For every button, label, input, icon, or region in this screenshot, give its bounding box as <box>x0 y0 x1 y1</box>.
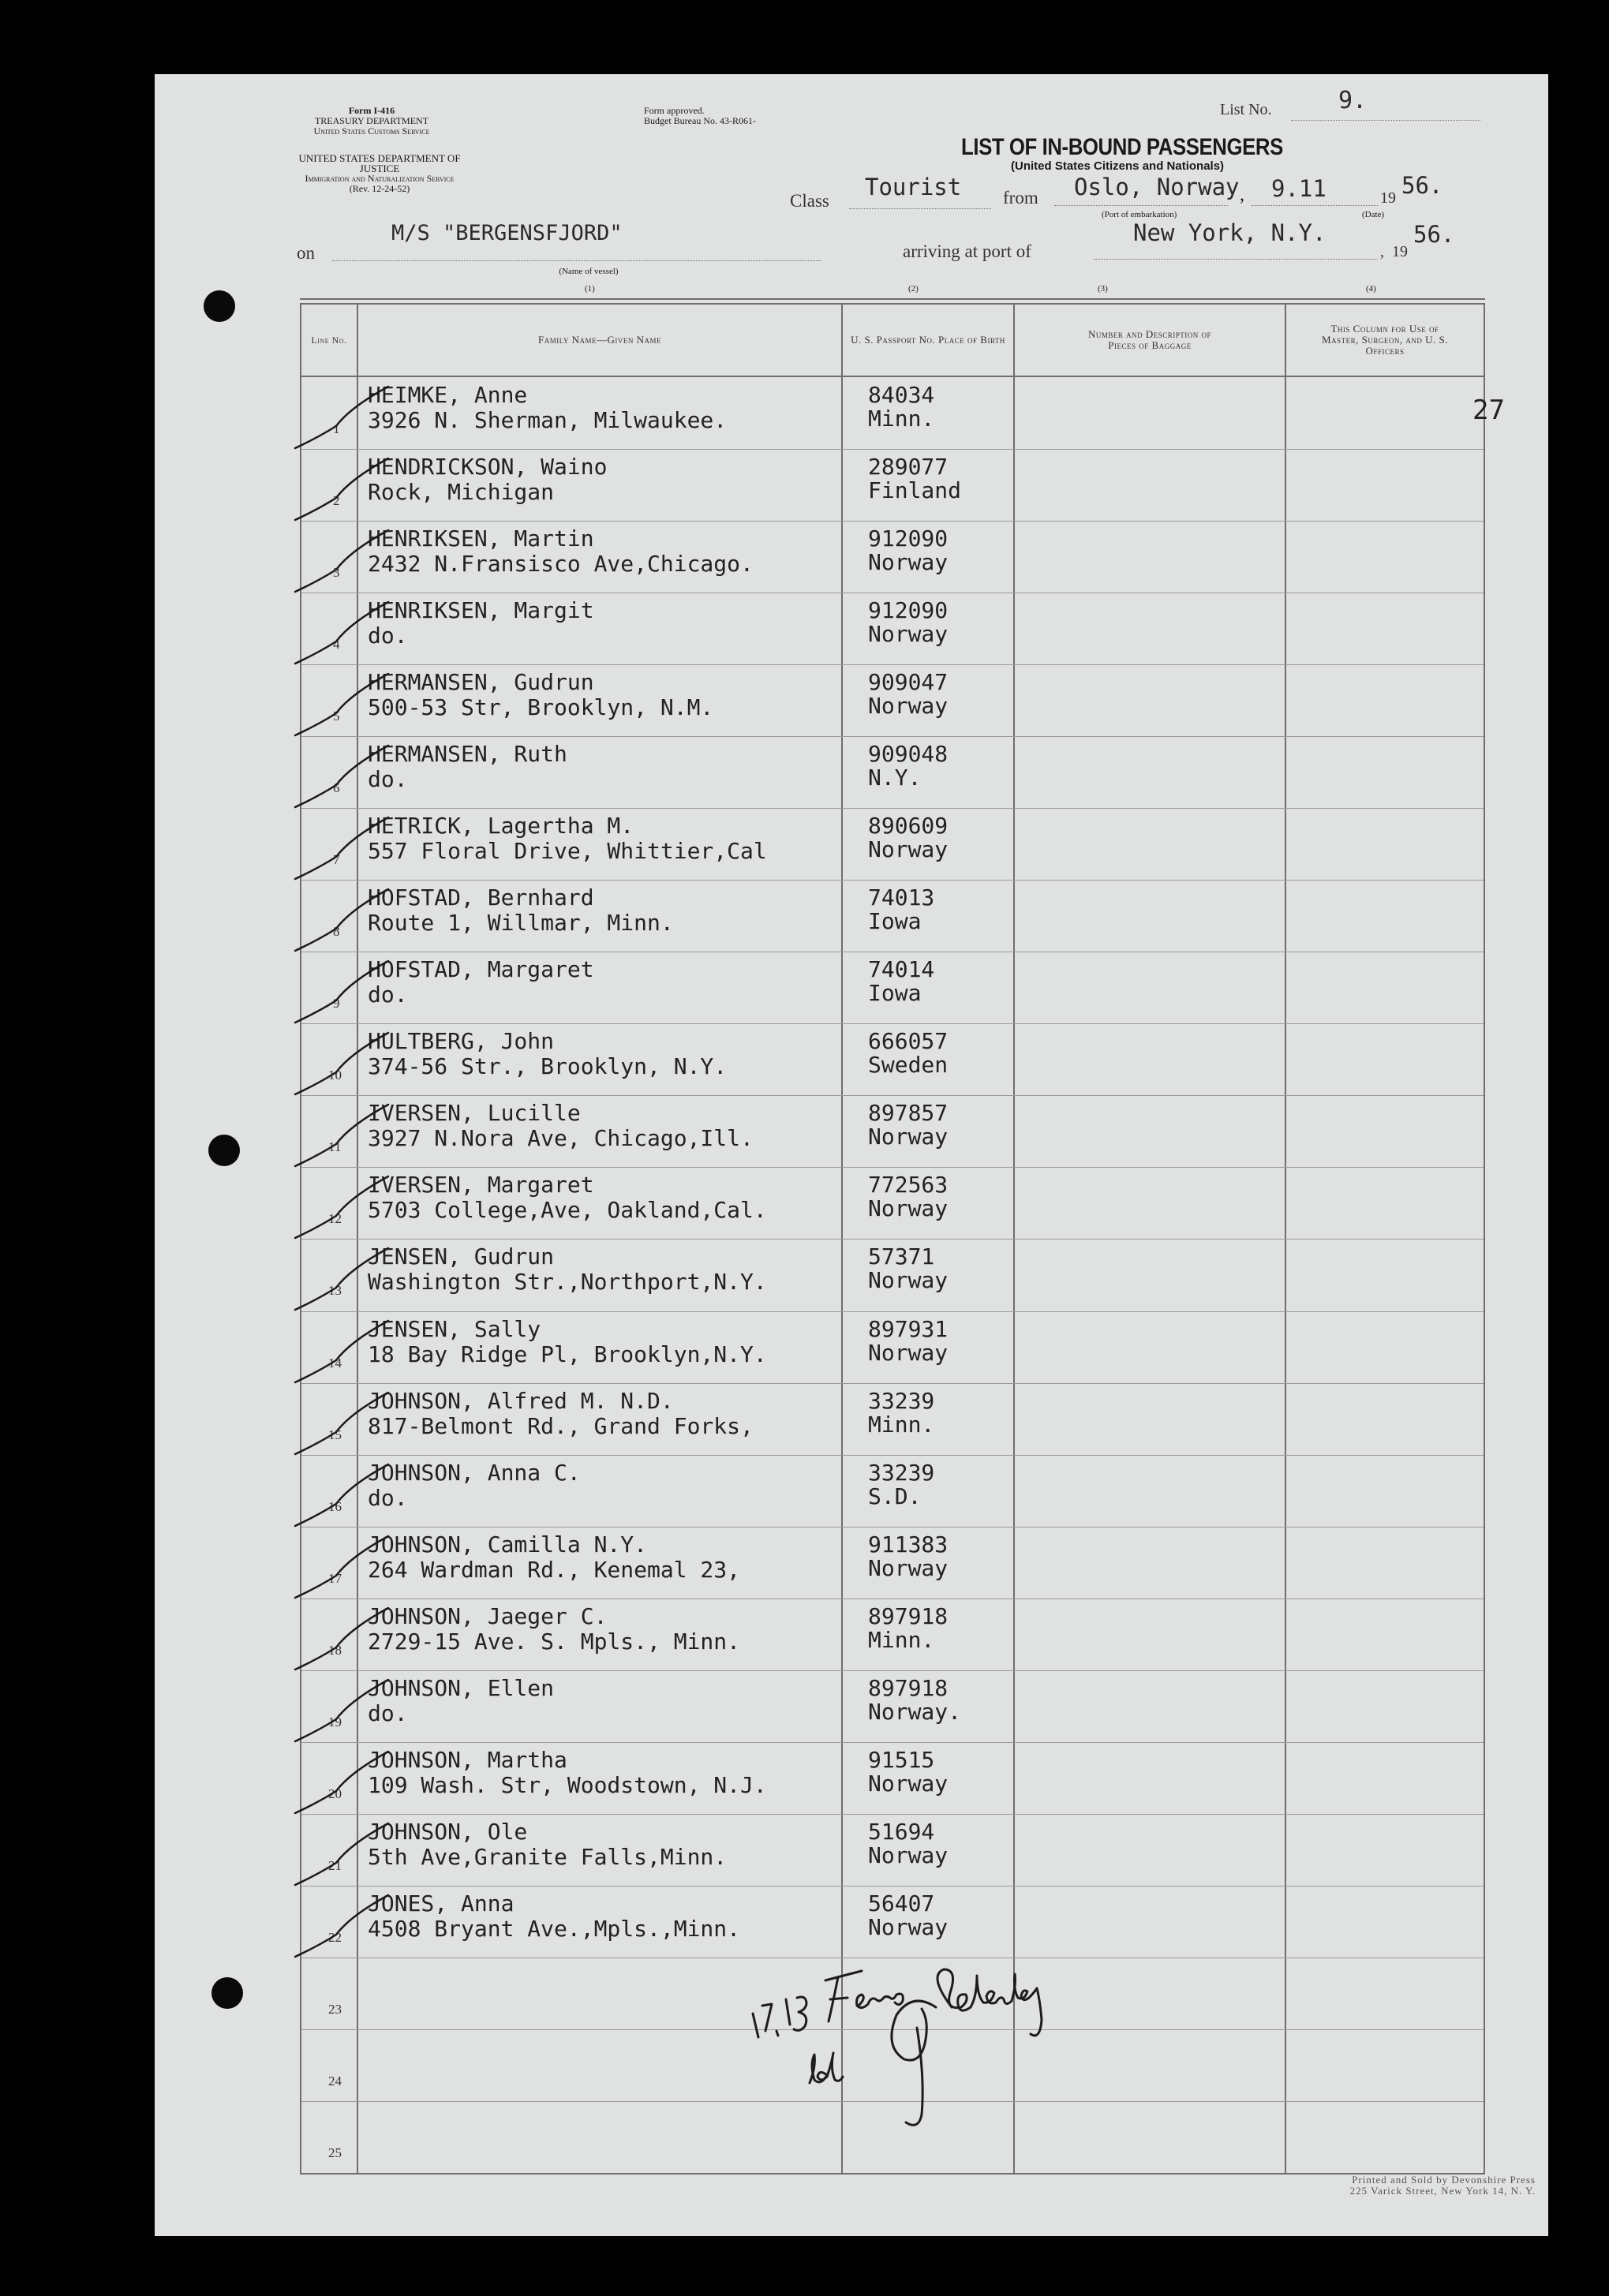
line-number: 17 <box>328 1570 342 1586</box>
place-of-birth: Norway <box>868 1842 949 1868</box>
passenger-address: Washington Str.,Northport,N.Y. <box>368 1269 767 1296</box>
check-mark-icon <box>295 672 406 743</box>
passenger-address: 2432 N.Fransisco Ave,Chicago. <box>368 551 754 578</box>
passport-number: 912090 <box>868 597 949 624</box>
row-divider <box>301 1886 1484 1887</box>
passport-number: 33239 <box>868 1387 935 1414</box>
passport-number: 912090 <box>868 525 949 552</box>
place-of-birth: Minn. <box>868 1411 935 1438</box>
row-divider <box>301 449 1484 450</box>
check-mark-icon <box>295 529 406 600</box>
check-mark-icon <box>295 816 406 887</box>
class-value: Tourist <box>865 174 962 200</box>
line-number: 21 <box>328 1857 342 1873</box>
passenger-name: IVERSEN, Margaret <box>368 1172 594 1198</box>
passenger-address: do. <box>368 1700 408 1726</box>
date-caption: (Date) <box>1362 210 1385 219</box>
passport-number: 911383 <box>868 1531 949 1557</box>
check-mark-icon <box>295 385 406 456</box>
place-of-birth: Minn. <box>868 1626 935 1653</box>
passport-number: 890609 <box>868 813 949 839</box>
line-number: 12 <box>328 1211 342 1227</box>
passport-number: 33239 <box>868 1459 935 1486</box>
check-mark-icon <box>295 1894 406 1965</box>
passport-number: 897918 <box>868 1674 949 1701</box>
line-number: 22 <box>328 1929 342 1945</box>
line-number: 19 <box>328 1714 342 1729</box>
list-no-value: 9. <box>1338 87 1368 114</box>
line-number: 7 <box>333 852 340 868</box>
line-number: 8 <box>333 924 340 940</box>
check-mark-icon <box>295 888 406 959</box>
on-label: on <box>297 243 315 263</box>
passenger-address: 2729-15 Ave. S. Mpls., Minn. <box>368 1628 741 1655</box>
passenger-name: JENSEN, Gudrun <box>368 1243 555 1270</box>
vessel-caption: (Name of vessel) <box>559 267 619 276</box>
passenger-name: JOHNSON, Martha <box>368 1746 567 1773</box>
form-number: Form I-416 <box>348 105 395 116</box>
line-number: 6 <box>333 780 340 796</box>
row-divider <box>301 808 1484 809</box>
year-value-2: 56. <box>1413 221 1455 248</box>
row-divider <box>301 1742 1484 1743</box>
place-of-birth: Iowa <box>868 980 922 1007</box>
passport-number: 897918 <box>868 1602 949 1629</box>
check-mark-icon <box>295 1319 406 1390</box>
passport-number: 289077 <box>868 454 949 481</box>
justice-line: UNITED STATES DEPARTMENT OF JUSTICE <box>298 152 461 174</box>
col-num-2: (2) <box>908 284 919 294</box>
date-value: 9.11 <box>1271 175 1326 202</box>
line-number: 15 <box>328 1427 342 1442</box>
check-mark-icon <box>295 959 406 1030</box>
passenger-address: 4508 Bryant Ave.,Mpls.,Minn. <box>368 1915 741 1942</box>
header-name: Family Name—Given Name <box>538 334 661 346</box>
binder-hole-middle <box>208 1135 240 1166</box>
passenger-address: do. <box>368 1484 408 1511</box>
binder-hole-bottom <box>211 1977 243 2009</box>
line-number: 14 <box>328 1355 342 1370</box>
line-number: 25 <box>328 2145 342 2160</box>
check-mark-icon <box>295 1175 406 1246</box>
check-mark-icon <box>295 1822 406 1893</box>
passenger-address: do. <box>368 766 408 793</box>
passenger-address: Route 1, Willmar, Minn. <box>368 910 674 937</box>
check-mark-icon <box>295 1031 406 1102</box>
place-of-birth: Norway <box>868 1195 949 1222</box>
passenger-address: 374-56 Str., Brooklyn, N.Y. <box>368 1053 728 1080</box>
place-of-birth: Norway <box>868 836 949 863</box>
place-of-birth: Norway <box>868 1124 949 1150</box>
place-of-birth: S.D. <box>868 1483 922 1509</box>
passport-number: 772563 <box>868 1172 949 1198</box>
port-of-embarkation: Oslo, Norway <box>1074 174 1240 200</box>
form-title: LIST OF IN-BOUND PASSENGERS <box>961 134 1283 160</box>
line-number: 24 <box>328 2073 342 2088</box>
col-num-1: (1) <box>585 284 595 294</box>
passenger-address: 5th Ave,Granite Falls,Minn. <box>368 1843 728 1870</box>
passenger-address: do. <box>368 982 408 1008</box>
ins-line: Immigration and Naturalization Service <box>305 173 455 184</box>
passenger-name: HERMANSEN, Ruth <box>368 741 567 768</box>
line-number: 2 <box>333 493 340 509</box>
line-number: 4 <box>333 637 340 653</box>
row-divider <box>301 880 1484 881</box>
arrival-port: New York, N.Y. <box>1133 219 1326 246</box>
header-officers: This Column for Use of Master, Surgeon, and U. S. Officers <box>1322 323 1448 357</box>
passenger-address: do. <box>368 623 408 649</box>
passenger-address: 557 Floral Drive, Whittier,Cal <box>368 838 767 865</box>
passenger-name: HENRIKSEN, Martin <box>368 525 594 552</box>
place-of-birth: Norway <box>868 1770 949 1797</box>
form-header-treasury <box>281 106 462 136</box>
line-number: 3 <box>333 565 340 581</box>
passport-number: 56407 <box>868 1890 935 1916</box>
place-of-birth: Norway <box>868 1267 949 1294</box>
port-caption: (Port of embarkation) <box>1102 210 1177 219</box>
row-divider <box>301 1670 1484 1671</box>
header-baggage: Number and Description of Pieces of Baggage <box>1087 328 1212 351</box>
passenger-name: JONES, Anna <box>368 1890 515 1916</box>
passenger-name: HENDRICKSON, Waino <box>368 454 608 481</box>
place-of-birth: Iowa <box>868 908 922 935</box>
page-count: 27 <box>1472 395 1505 426</box>
passenger-name: HETRICK, Lagertha M. <box>368 813 634 839</box>
check-mark-icon <box>295 744 406 815</box>
passenger-address: 18 Bay Ridge Pl, Brooklyn,N.Y. <box>368 1341 767 1367</box>
passenger-name: JOHNSON, Jaeger C. <box>368 1602 608 1629</box>
row-divider <box>301 521 1484 522</box>
passport-number: 74014 <box>868 956 935 983</box>
line-number: 18 <box>328 1642 342 1658</box>
passenger-address: 500-53 Str, Brooklyn, N.M. <box>368 694 714 721</box>
row-divider <box>301 736 1484 737</box>
passport-number: 897857 <box>868 1100 949 1127</box>
line-number: 9 <box>333 996 340 1012</box>
treasury-line: TREASURY DEPARTMENT <box>314 115 429 126</box>
passenger-name: HERMANSEN, Gudrun <box>368 669 594 696</box>
row-divider <box>301 1095 1484 1096</box>
passport-number: 666057 <box>868 1028 949 1055</box>
line-number: 5 <box>333 709 340 724</box>
customs-line: United States Customs Service <box>313 125 430 136</box>
passport-number: 909048 <box>868 741 949 768</box>
place-of-birth: Norway <box>868 1913 949 1940</box>
passenger-address: 5703 College,Ave, Oakland,Cal. <box>368 1197 767 1224</box>
passport-number: 909047 <box>868 669 949 696</box>
line-number: 10 <box>328 1068 342 1083</box>
place-of-birth: Finland <box>868 477 962 504</box>
check-mark-icon <box>295 1678 406 1749</box>
check-mark-icon <box>295 457 406 528</box>
place-of-birth: Norway <box>868 549 949 576</box>
place-of-birth: Norway <box>868 1339 949 1366</box>
place-of-birth: Norway <box>868 621 949 648</box>
row-divider <box>301 664 1484 665</box>
passenger-name: JOHNSON, Ole <box>368 1818 528 1845</box>
passport-number: 74013 <box>868 884 935 911</box>
passport-number: 84034 <box>868 382 935 408</box>
year-prefix-2: 19 <box>1392 243 1408 260</box>
form-approval <box>644 106 849 126</box>
row-divider <box>301 1239 1484 1240</box>
check-mark-icon <box>295 1247 406 1318</box>
row-divider <box>301 1023 1484 1024</box>
header-line-no: Line No. <box>311 335 347 346</box>
form-header-justice <box>289 153 470 194</box>
header-passport: U. S. Passport No. Place of Birth <box>851 334 1005 346</box>
row-divider <box>301 1311 1484 1312</box>
form-page: Form I-416 TREASURY DEPARTMENT United States Customs Service UNITED STATES DEPARTMENT OF JUSTICE Immigration and Naturalization Service (Rev. 12-24-52) Form approved. Budget Bureau No. 43-R061- List No. 9. LIST OF IN-BOUND PASSENGERS (United States Citizens and Nationals) Class Tourist from Oslo, Norway , 9.11 19 56. (Port of embarkation) (Date) on M/S "BERGENSFJORD" (Name of vessel) arriving at port of New York, N.Y. , 19 56. (1) (2) (3) (4) Line No. Family Name—Given Name U. S. Passport No. Place of Birth Number and Description of Pieces of Baggage This Column for Use of Master, Surgeon, and U. S. Officers 1 HEIMKE, Anne 3926 N. Sherman, Milwaukee. 84034 Minn. 2 HENDRICKSON, Waino Rock, Michigan 289077 Finland 3 HENRIKSEN, Martin 2432 N.Fransisco Ave,Chicago. 912090 Norway 4 HENRIKSEN, Margit do. 912090 Norway 5 HERMANSEN, Gudrun 500-53 Str, Brooklyn, N.M. 909047 Norway 6 HERMANSEN, Ruth do. 909048 N.Y. 7 HETRICK, Lagertha M. 557 Floral Drive, Whittier,Cal 890609 Norway 8 HOFSTAD, Bernhard Route 1, Willmar, Minn. 74013 Iowa 9 HOFSTAD, Margaret do. 74014 Iowa 10 HULTBERG, John 374-56 Str., Brooklyn, N.Y. 666057 Sweden 11 IVERSEN, Lucille 3927 N.Nora Ave, Chicago,Ill. 897857 Norway 12 IVERSEN, Margaret 5703 College,Ave, Oakland,Cal. 772563 Norway 13 JENSEN, Gudrun Washington Str.,Northport,N.Y. 57371 Norway 14 JENSEN, Sally 18 Bay Ridge Pl, Brooklyn,N.Y. 897931 Norway 15 JOHNSON, Alfred M. N.D. 817-Belmont Rd., Grand Forks, 33239 Minn. 16 JOHNSON, Anna C. do. 33239 S.D. 17 JOHNSON, Camilla N.Y. 264 Wardman Rd., Kenemal 23, 911383 Norway 18 JOHNSON, Jaeger C. 2729-15 Ave. S. Mpls., Minn. 897918 Minn. 19 JOHNSON, Ellen do. 897918 Norway. 20 JOHNSON, Martha 109 Wash. Str, Woodstown, N.J. 91515 Norway 21 JOHNSON, Ole 5th Ave,Granite Falls,Minn. 51694 Norway 22 JONES, Anna 4508 Bryant Ave.,Mpls.,Minn. 56407 Norway 23 24 25 27 Printed and Sold by Devonshire Press 225 Varick Street, New York 14, N. Y. <box>155 74 1548 2236</box>
passenger-name: JOHNSON, Ellen <box>368 1674 555 1701</box>
line-number: 11 <box>328 1139 342 1155</box>
line-number: 1 <box>333 421 340 436</box>
year-prefix-1: 19 <box>1380 189 1396 207</box>
line-number: 20 <box>328 1786 342 1801</box>
check-mark-icon <box>295 1103 406 1174</box>
approval-line-1: Form approved. <box>644 105 705 116</box>
passenger-name: JOHNSON, Anna C. <box>368 1459 581 1486</box>
vessel-name: M/S "BERGENSFJORD" <box>391 221 623 245</box>
place-of-birth: Minn. <box>868 406 935 432</box>
row-divider <box>301 1455 1484 1456</box>
passenger-name: HOFSTAD, Bernhard <box>368 884 594 911</box>
passenger-name: HULTBERG, John <box>368 1028 555 1055</box>
check-mark-icon <box>295 1391 406 1462</box>
approval-line-2: Budget Bureau No. 43-R061- <box>644 115 756 126</box>
place-of-birth: N.Y. <box>868 765 922 791</box>
row-divider <box>301 1527 1484 1528</box>
passenger-name: JOHNSON, Camilla N.Y. <box>368 1531 648 1557</box>
place-of-birth: Norway <box>868 693 949 720</box>
line-number: 23 <box>328 2001 342 2017</box>
from-label: from <box>1003 188 1038 208</box>
passenger-address: 109 Wash. Str, Woodstown, N.J. <box>368 1771 767 1798</box>
passport-number: 51694 <box>868 1818 935 1845</box>
line-number: 13 <box>328 1283 342 1299</box>
passenger-name: JOHNSON, Alfred M. N.D. <box>368 1387 674 1414</box>
rev-line: (Rev. 12-24-52) <box>349 183 410 194</box>
passenger-name: JENSEN, Sally <box>368 1315 541 1342</box>
passport-number: 897931 <box>868 1315 949 1342</box>
passenger-name: HENRIKSEN, Margit <box>368 597 594 624</box>
form-subtitle: (United States Citizens and Nationals) <box>1011 159 1225 173</box>
check-mark-icon <box>295 1606 406 1677</box>
footer-line-1: Printed and Sold by Devonshire Press <box>1352 2174 1536 2186</box>
col-num-4: (4) <box>1366 284 1376 294</box>
passenger-address: 817-Belmont Rd., Grand Forks, <box>368 1412 754 1439</box>
check-mark-icon <box>295 1463 406 1534</box>
row-divider <box>301 1167 1484 1168</box>
passenger-name: HEIMKE, Anne <box>368 382 528 408</box>
check-mark-icon <box>295 1750 406 1821</box>
list-no-label: List No. <box>1220 101 1272 118</box>
binder-hole-top <box>204 290 235 322</box>
place-of-birth: Norway. <box>868 1698 962 1725</box>
row-divider <box>301 1814 1484 1815</box>
check-mark-icon <box>295 600 406 671</box>
passenger-address: Rock, Michigan <box>368 479 555 506</box>
col-num-3: (3) <box>1098 284 1108 294</box>
handwritten-note <box>683 1889 1315 2173</box>
check-mark-icon <box>295 1535 406 1606</box>
passenger-name: IVERSEN, Lucille <box>368 1100 581 1127</box>
passenger-address: 3927 N.Nora Ave, Chicago,Ill. <box>368 1125 754 1152</box>
class-label: Class <box>790 191 829 211</box>
footer-line-2: 225 Varick Street, New York 14, N. Y. <box>1349 2185 1536 2197</box>
passenger-address: 264 Wardman Rd., Kenemal 23, <box>368 1556 741 1583</box>
printer-footer <box>1204 2174 1536 2197</box>
year-value-1: 56. <box>1401 172 1443 199</box>
place-of-birth: Sweden <box>868 1052 949 1079</box>
row-divider <box>301 1383 1484 1384</box>
passenger-name: HOFSTAD, Margaret <box>368 956 594 983</box>
passport-number: 57371 <box>868 1243 935 1270</box>
place-of-birth: Norway <box>868 1554 949 1581</box>
arriving-label: arriving at port of <box>903 241 1031 261</box>
line-number: 16 <box>328 1498 342 1514</box>
passenger-address: 3926 N. Sherman, Milwaukee. <box>368 407 728 433</box>
passport-number: 91515 <box>868 1746 935 1773</box>
